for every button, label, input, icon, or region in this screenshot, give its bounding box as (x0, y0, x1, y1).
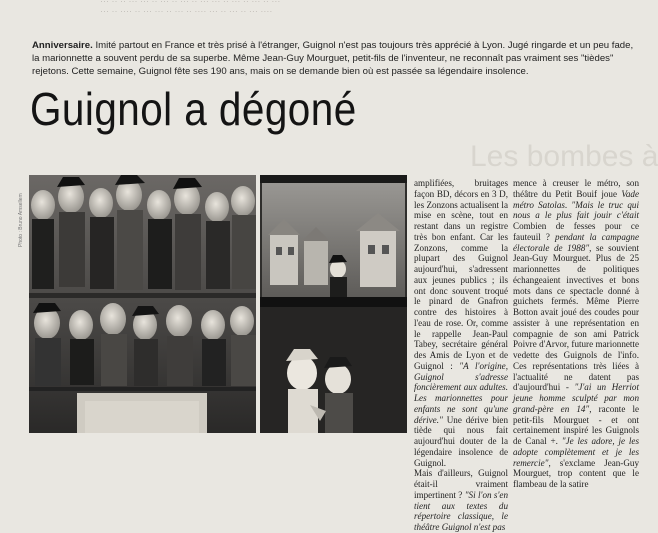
article-column-2 (513, 178, 640, 489)
paragraph: , se souvient Jean-Guy Mourguet. Plus de 25 marionnettes de politiques échangeaient invectives et bons mots dans ce spectacle donné à guichets fermés. Même Pierre Botton avait joué des coudes pour assister à une représentation en compagnie de son ami Patrick Poivre d'Arvor, future marionnette vedette des Guignols de l'info. Ces représentations très liées à l'actualité ne datent pas d'aujourd'hui - (513, 242, 639, 393)
article-headline: Guignol a dégoné (30, 83, 357, 135)
quotation: "Je les adore, je les adopte complètement et je les remercie" (513, 436, 639, 468)
paragraph: mence à creuser le métro, son théâtre du Petit Bouif joue (513, 178, 639, 199)
column-2-text (513, 178, 639, 490)
bleed-line: ··· ·· ·· ··· ··· ·· ··· ·· ··· ·· ··· ··· ·· ··· ·· ··· ·· ··· (100, 0, 281, 6)
paragraph: Mais d'ailleurs, Guignol était-il vraiment impertinent ? (414, 468, 508, 500)
show-title: Vade métro Satolas (513, 188, 639, 210)
paragraph: amplifiées, bruitages façon BD, décors en 3 D, les Zonzons actualisent la mise en scène, tout en restant dans un registre très bon enfant. Car les Zonzons, comme la plupart des Guignol aujourd'hui, s'adressent aux jeunes publics ; ils ont donc souvent troqué le pinard de Gnafron contre des histoires à l'eau de rose. Or, comme le rappelle Jean-Paul Tabey, secrétaire général des Amis de Lyon et de Guignol : (414, 178, 508, 371)
column-1-text (414, 468, 508, 533)
quotation: "A l'origine, Guignol s'adresse foncièrement aux adultes. Les marionnettes pour enfants ne sont qu'une dérive." (414, 360, 508, 425)
standfirst-lead: Anniversaire. (32, 40, 93, 51)
photo-credit: Photo : Bruno Amsellem (18, 193, 24, 247)
paragraph: Combien de fesses pour ce fauteuil ? (513, 221, 639, 242)
standfirst-text: Imité partout en France et très prisé à l'étranger, Guignol n'est pas toujours très apprécié à Lyon. Jugé ringarde et un peu fade, la marionnette a souvent perdu de sa superbe. Même Jean-Guy Mourguet, petit-fils de l'inventeur, ne reconnaît pas vraiment ses "tièdes" rejetons. Cette semaine, Guignol fête ses 190 ans, mais on se demande bien où est passée sa légendaire insolence. (32, 40, 634, 77)
paragraph: , s'exclame Jean-Guy Mourguet, trop content que le flambeau de la satire (513, 457, 639, 489)
article-standfirst (32, 39, 636, 78)
quotation: "Si l'on s'en tient aux textes du répertoire classique, le théâtre Guignol n'est pas (414, 489, 508, 532)
photo-puppet-collection (29, 175, 256, 433)
quotation: "Mais le truc qui nous a le plus fait jouir c'était (513, 199, 639, 221)
quotation: pendant la campagne électorale de 1988" (513, 231, 639, 253)
bleed-line: ··· ·· ···· ·· ··· ··· ·· ··· ·· ···· ··· ·· ··· ·· ··· ···· (100, 6, 273, 16)
bleed-through-text (0, 0, 651, 26)
puppet-collection-image (29, 175, 256, 433)
guignol-stage-image (260, 175, 407, 433)
paragraph: . (564, 199, 572, 210)
paragraph: , raconte le petit-fils Mourguet - et ont certainement inspiré les Guignols de Canal +. (513, 403, 640, 446)
article-column-1 (414, 178, 508, 532)
photo-guignol-stage (260, 175, 407, 433)
quotation: "J'ai un Herriot jeune homme sculpté par mon grand-père en 14" (513, 382, 639, 414)
bleed-through-headline: Les bombes à (470, 140, 658, 173)
paragraph: Une dérive bien tiède qui nous fait aujourd'hui douter de la légendaire insolence de Guignol. (414, 414, 508, 468)
column-1-text (414, 178, 508, 468)
